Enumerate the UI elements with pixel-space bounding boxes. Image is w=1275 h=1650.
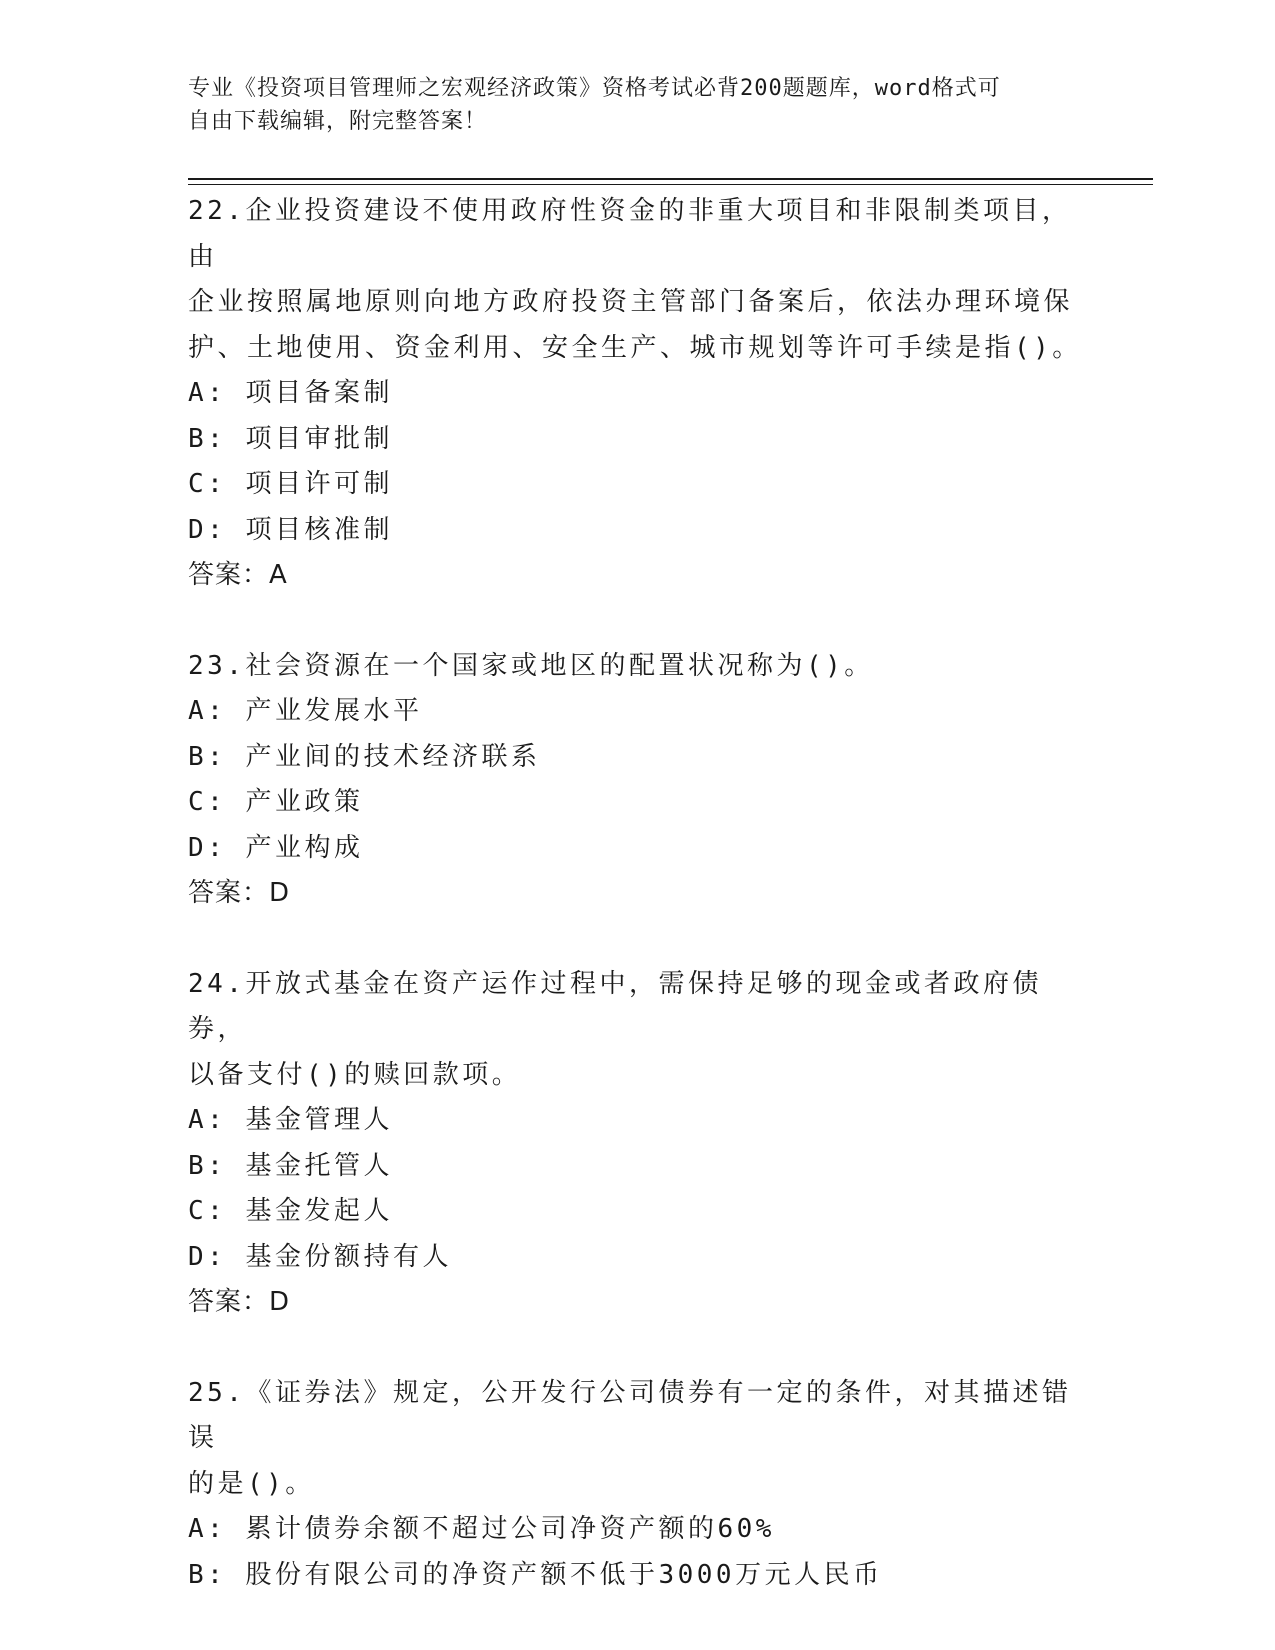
option-b: B: 项目审批制 bbox=[188, 423, 393, 454]
header-divider-thin bbox=[188, 184, 1153, 185]
question-23 bbox=[188, 644, 1088, 917]
answer: 答案：D bbox=[188, 1287, 291, 1317]
question-stem-line: 22.企业投资建设不使用政府性资金的非重大项目和非限制类项目，由 bbox=[188, 196, 1072, 272]
option-a: A: 累计债券余额不超过公司净资产额的60% bbox=[188, 1514, 775, 1544]
question-22 bbox=[188, 189, 1088, 599]
header-divider-thick bbox=[188, 178, 1153, 180]
question-stem-line: 的是()。 bbox=[188, 1468, 315, 1499]
option-c: C: 项目许可制 bbox=[188, 469, 393, 499]
option-b: B: 产业间的技术经济联系 bbox=[188, 741, 541, 772]
answer: 答案：D bbox=[188, 878, 291, 908]
question-24 bbox=[188, 962, 1088, 1326]
answer: 答案：A bbox=[188, 560, 288, 590]
question-stem-line: 25.《证券法》规定，公开发行公司债券有一定的条件，对其描述错误 bbox=[188, 1377, 1072, 1453]
option-b: B: 股份有限公司的净资产额不低于3000万元人民币 bbox=[188, 1559, 883, 1590]
header-line-2: 自由下载编辑，附完整答案！ bbox=[188, 109, 488, 134]
question-stem-line: 23.社会资源在一个国家或地区的配置状况称为()。 bbox=[188, 650, 874, 681]
option-d: D: 项目核准制 bbox=[188, 514, 393, 545]
option-a: A: 项目备案制 bbox=[188, 378, 393, 408]
document-header bbox=[188, 72, 1068, 138]
option-a: A: 基金管理人 bbox=[188, 1105, 393, 1135]
option-c: C: 产业政策 bbox=[188, 787, 364, 817]
question-stem-line: 企业按照属地原则向地方政府投资主管部门备案后，依法办理环境保 bbox=[188, 287, 1074, 317]
option-d: D: 基金份额持有人 bbox=[188, 1241, 452, 1272]
question-25 bbox=[188, 1371, 1088, 1599]
option-a: A: 产业发展水平 bbox=[188, 696, 423, 726]
option-b: B: 基金托管人 bbox=[188, 1150, 393, 1181]
option-d: D: 产业构成 bbox=[188, 832, 364, 863]
option-c: C: 基金发起人 bbox=[188, 1196, 393, 1226]
question-stem-line: 护、土地使用、资金利用、安全生产、城市规划等许可手续是指()。 bbox=[188, 332, 1082, 363]
question-stem-line: 以备支付()的赎回款项。 bbox=[188, 1059, 522, 1090]
header-line-1: 专业《投资项目管理师之宏观经济政策》资格考试必背200题题库，word格式可 bbox=[188, 76, 1001, 101]
question-list bbox=[188, 189, 1088, 1643]
question-stem-line: 24.开放式基金在资产运作过程中，需保持足够的现金或者政府债券， bbox=[188, 968, 1042, 1044]
